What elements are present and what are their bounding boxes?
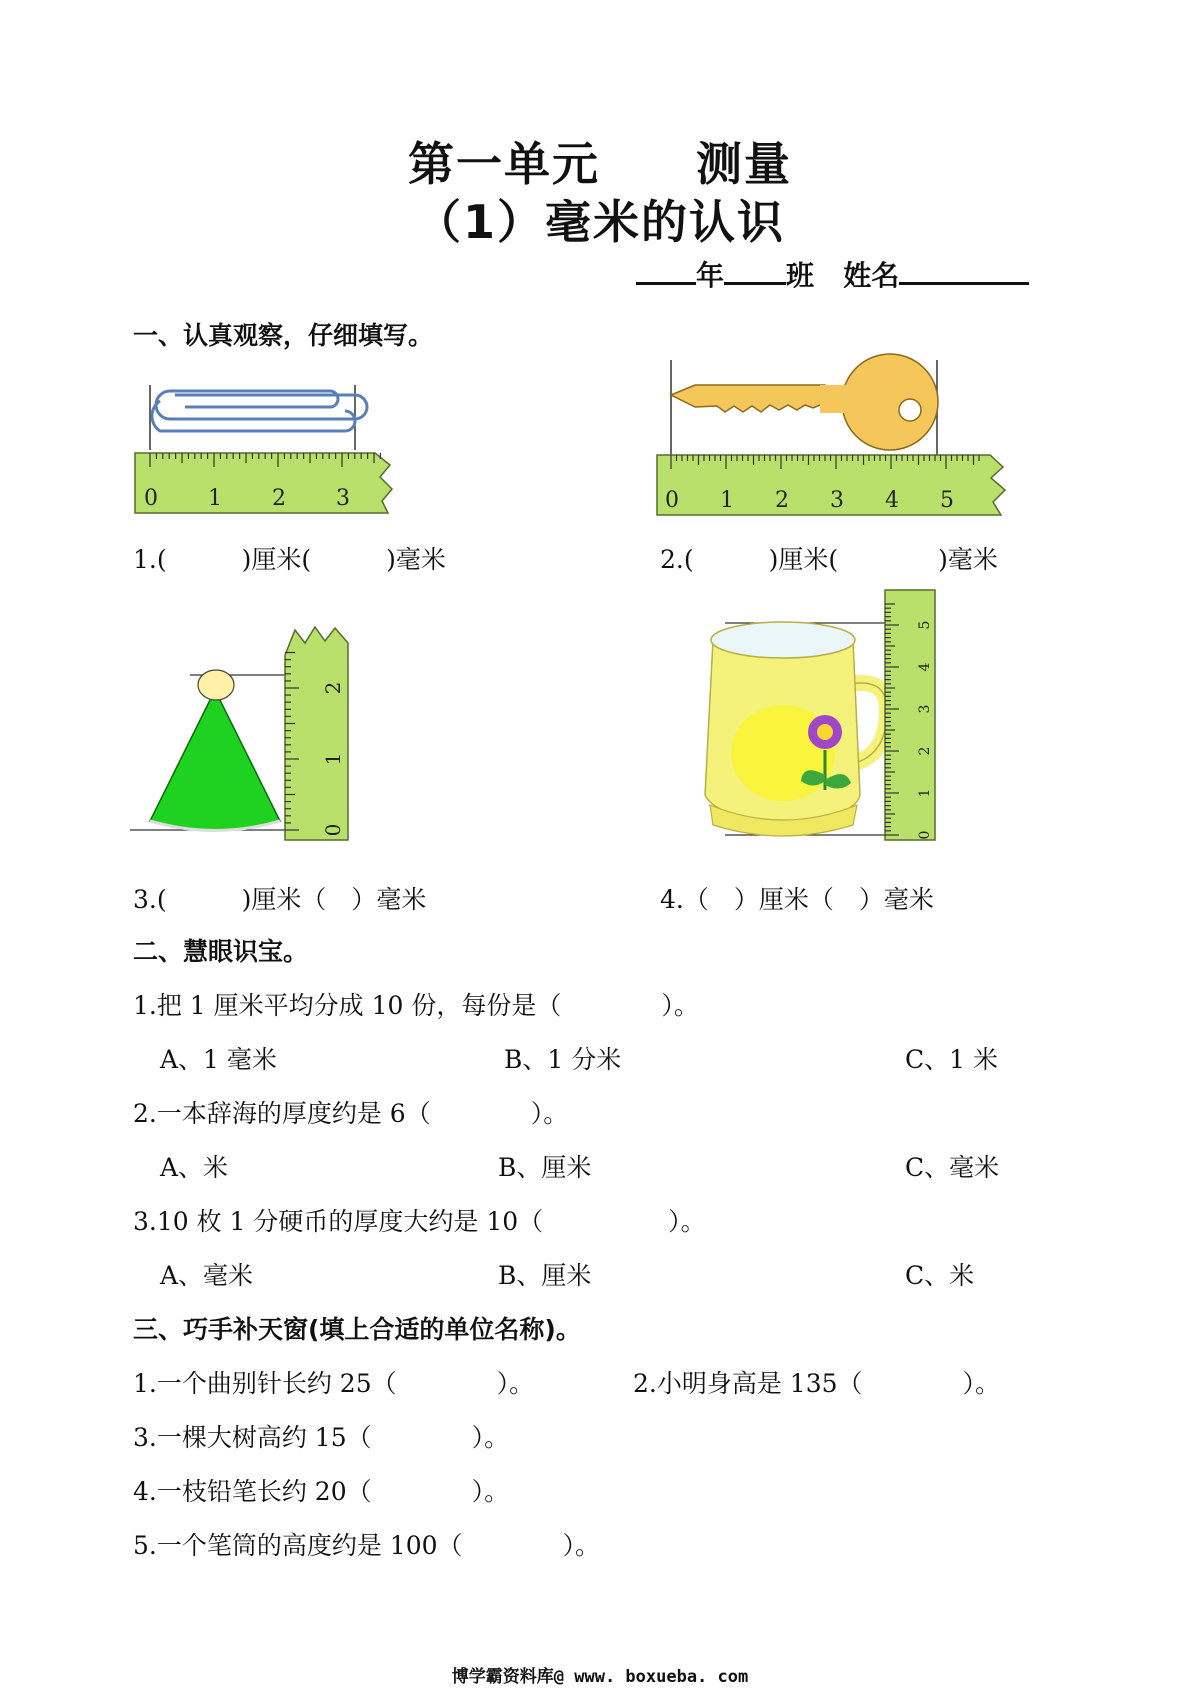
ruler-tick-label: 3 xyxy=(830,488,844,513)
ruler-tick-label: 3 xyxy=(917,704,933,714)
s2-q1-option-b[interactable]: B、1 分米 xyxy=(504,1045,622,1074)
figure-key xyxy=(655,360,1015,525)
s2-q3: 3.10 枚 1 分硬币的厚度大约是 10（ ）。 xyxy=(133,1207,706,1236)
section2-heading: 二、慧眼识宝。 xyxy=(133,937,309,966)
student-info xyxy=(636,254,1029,294)
class-label: 班 xyxy=(786,259,815,292)
grade-label: 年 xyxy=(696,259,725,292)
item1-label: 1.( )厘米( )毫米 xyxy=(133,545,446,574)
s3-q1: 1.一个曲别针长约 25（ ）。 xyxy=(133,1369,535,1398)
ruler-tick-label: 2 xyxy=(272,486,286,511)
mug-icon xyxy=(705,622,887,836)
ruler-body xyxy=(285,627,348,840)
item4-label: 4.（ ）厘米（ ）毫米 xyxy=(660,885,934,914)
ruler-tick-label: 1 xyxy=(720,488,734,513)
ruler-tick-label: 5 xyxy=(940,488,954,513)
ruler-tick-label: 0 xyxy=(917,830,933,840)
s2-q2: 2.一本辞海的厚度约是 6（ ）。 xyxy=(133,1099,569,1128)
s2-q2-option-c[interactable]: C、毫米 xyxy=(905,1153,1000,1182)
ruler-tick-label: 4 xyxy=(885,488,899,513)
item3-label: 3.( )厘米（ ）毫米 xyxy=(133,885,427,914)
s2-q3-option-c[interactable]: C、米 xyxy=(905,1261,975,1290)
name-blank[interactable] xyxy=(899,256,1029,285)
figure-mug xyxy=(695,585,945,845)
ruler-tick-label: 2 xyxy=(775,488,789,513)
page-subtitle: （1）毫米的认识 xyxy=(414,195,785,249)
ruler-tick-label: 1 xyxy=(917,788,933,798)
ruler-tick-label: 0 xyxy=(321,823,345,837)
ruler-tick-label: 2 xyxy=(917,746,933,756)
ruler-tick-label: 5 xyxy=(917,620,933,630)
cone-hat-icon xyxy=(150,670,280,831)
s3-q2: 2.小明身高是 135（ ）。 xyxy=(633,1369,1001,1398)
ruler-tick-label: 2 xyxy=(321,681,345,695)
s2-q2-option-b[interactable]: B、厘米 xyxy=(498,1153,592,1182)
s2-q1-option-c[interactable]: C、1 米 xyxy=(905,1045,998,1074)
ruler-tick-label: 0 xyxy=(665,488,679,513)
ruler-tick-label: 1 xyxy=(208,486,222,511)
s3-q3: 3.一棵大树高约 15（ ）。 xyxy=(133,1423,510,1452)
footer-watermark: 博学霸资料库@ www. boxueba. com xyxy=(451,1667,749,1687)
ruler-tick-label: 0 xyxy=(144,486,158,511)
s2-q1: 1.把 1 厘米平均分成 10 份，每份是（ ）。 xyxy=(133,991,699,1020)
ruler-body xyxy=(135,453,392,513)
s2-q1-option-a[interactable]: A、1 毫米 xyxy=(160,1045,277,1074)
figure-cone xyxy=(130,625,370,845)
s3-q4: 4.一枝铅笔长约 20（ ）。 xyxy=(133,1477,510,1506)
ruler-tick-label: 4 xyxy=(917,662,933,672)
s2-q3-option-b[interactable]: B、厘米 xyxy=(498,1261,592,1290)
paperclip-icon xyxy=(152,391,367,431)
page-title: 第一单元 测量 xyxy=(408,137,792,191)
section3-heading: 三、巧手补天窗(填上合适的单位名称)。 xyxy=(133,1315,581,1344)
class-blank[interactable] xyxy=(724,256,786,285)
name-label: 姓名 xyxy=(843,259,900,292)
s3-q5: 5.一个笔筒的高度约是 100（ ）。 xyxy=(133,1531,601,1560)
s2-q2-option-a[interactable]: A、米 xyxy=(160,1153,229,1182)
ruler-tick-label: 3 xyxy=(336,486,350,511)
figure-paperclip xyxy=(130,385,420,520)
key-icon xyxy=(671,354,938,450)
section1-heading: 一、认真观察，仔细填写。 xyxy=(133,321,434,350)
s2-q3-option-a[interactable]: A、毫米 xyxy=(160,1261,254,1290)
ruler-tick-label: 1 xyxy=(321,752,345,766)
item2-label: 2.( )厘米( )毫米 xyxy=(660,545,998,574)
grade-blank[interactable] xyxy=(636,256,696,285)
